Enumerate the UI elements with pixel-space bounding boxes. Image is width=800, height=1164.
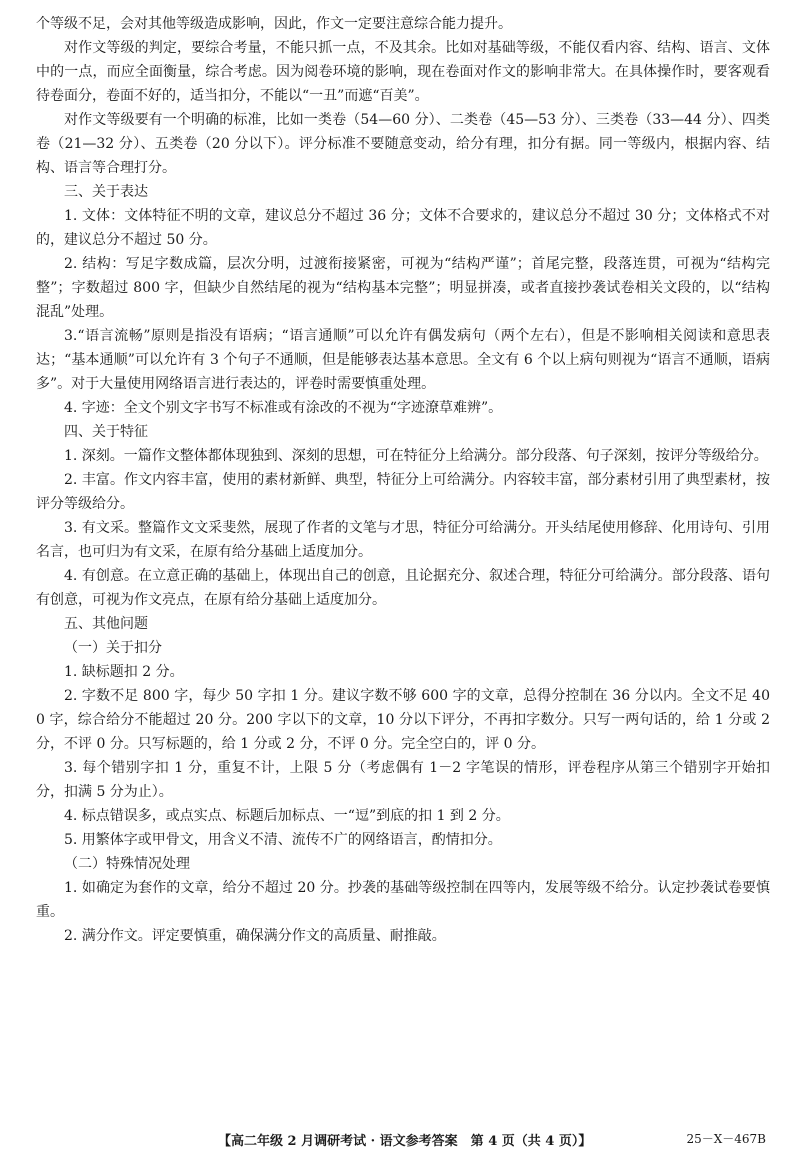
document-paragraph: 2. 结构：写足字数成篇，层次分明，过渡衔接紧密，可视为“结构严谨”；首尾完整，段落连贯，可视为“结构完整”；字数超过 800 字，但缺少自然结尾的视为“结构基本完整”；明显拼凑，或者直接抄袭试卷相关文段的，以“结构混乱”处理。 [36, 256, 770, 320]
document-paragraph: 五、其他问题 [64, 616, 148, 632]
page-footer-title: 【高二年级 2 月调研考试 · 语文参考答案 第 4 页（共 4 页）】 [218, 1134, 592, 1149]
document-paragraph: 三、关于表达 [64, 184, 148, 200]
document-paragraph: 四、关于特征 [64, 424, 148, 440]
document-paragraph: 4. 字迹：全文个别文字书写不标准或有涂改的不视为“字迹潦草难辨”。 [64, 400, 503, 416]
document-paragraph: 1. 深刻。一篇作文整体都体现独到、深刻的思想，可在特征分上给满分。部分段落、句子深刻，按评分等级给分。 [64, 448, 768, 464]
document-paragraph: 3. 有文采。整篇作文文采斐然，展现了作者的文笔与才思，特征分可给满分。开头结尾使用修辞、化用诗句、引用名言，也可归为有文采，在原有给分基础上适度加分。 [36, 520, 770, 560]
document-paragraph: 4. 有创意。在立意正确的基础上，体现出自己的创意，且论据充分、叙述合理，特征分可给满分。部分段落、语句有创意，可视为作文亮点，在原有给分基础上适度加分。 [36, 568, 770, 608]
document-paragraph: 4. 标点错误多，或点实点、标题后加标点、一“逗”到底的扣 1 到 2 分。 [64, 808, 510, 824]
document-paragraph: 1. 缺标题扣 2 分。 [64, 664, 184, 680]
document-paragraph: 1. 文体：文体特征不明的文章，建议总分不超过 36 分；文体不合要求的，建议总分不超过 30 分；文体格式不对的，建议总分不超过 50 分。 [36, 208, 770, 248]
document-paragraph: 对作文等级的判定，要综合考量，不能只抓一点，不及其余。比如对基础等级，不能仅看内容、结构、语言、文体中的一点，而应全面衡量，综合考虑。因为阅卷环境的影响，现在卷面对作文的影响非常大。在具体操作时，要客观看待卷面分，卷面不好的，适当扣分，不能以“一丑”而遮“百美”。 [36, 40, 770, 104]
page-footer-code: 25－X－467B [686, 1132, 766, 1146]
document-paragraph: 2. 满分作文。评定要慎重，确保满分作文的高质量、耐推敲。 [64, 928, 446, 944]
document-body [36, 12, 770, 948]
document-paragraph: 5. 用繁体字或甲骨文，用含义不清、流传不广的网络语言，酌情扣分。 [64, 832, 502, 848]
document-paragraph: （二）特殊情况处理 [64, 856, 190, 872]
document-paragraph: 2. 丰富。作文内容丰富，使用的素材新鲜、典型，特征分上可给满分。内容较丰富，部分素材引用了典型素材，按评分等级给分。 [36, 472, 770, 512]
document-paragraph: 对作文等级要有一个明确的标准，比如一类卷（54—60 分）、二类卷（45—53 分）、三类卷（33—44 分）、四类卷（21—32 分）、五类卷（20 分以下）。评分标准不要随意变动，给分有理，扣分有据。同一等级内，根据内容、结构、语言等合理打分。 [36, 112, 770, 176]
document-paragraph: 3.“语言流畅”原则是指没有语病；“语言通顺”可以允许有偶发病句（两个左右），但是不影响相关阅读和意思表达；“基本通顺”可以允许有 3 个句子不通顺，但是能够表达基本意思。全文有 6 个以上病句则视为“语言不通顺，语病多”。对于大量使用网络语言进行表达的，评卷时需要慎重处理。 [36, 328, 770, 392]
document-paragraph: 个等级不足，会对其他等级造成影响，因此，作文一定要注意综合能力提升。 [36, 16, 512, 32]
document-paragraph: 3. 每个错别字扣 1 分，重复不计，上限 5 分（考虑偶有 1－2 字笔误的情形，评卷程序从第三个错别字开始扣分，扣满 5 分为止）。 [36, 760, 770, 800]
document-paragraph: 2. 字数不足 800 字，每少 50 字扣 1 分。建议字数不够 600 字的文章，总得分控制在 36 分以内。全文不足 400 字，综合给分不能超过 20 分。200 字以下的文章，10 分以下评分，不再扣字数分。只写一两句话的，给 1 分或 2 分，不评 0 分。只写标题的，给 1 分或 2 分，不评 0 分。完全空白的，评 0 分。 [36, 688, 770, 752]
document-paragraph: 1. 如确定为套作的文章，给分不超过 20 分。抄袭的基础等级控制在四等内，发展等级不给分。认定抄袭试卷要慎重。 [36, 880, 770, 920]
document-paragraph: （一）关于扣分 [64, 640, 162, 656]
